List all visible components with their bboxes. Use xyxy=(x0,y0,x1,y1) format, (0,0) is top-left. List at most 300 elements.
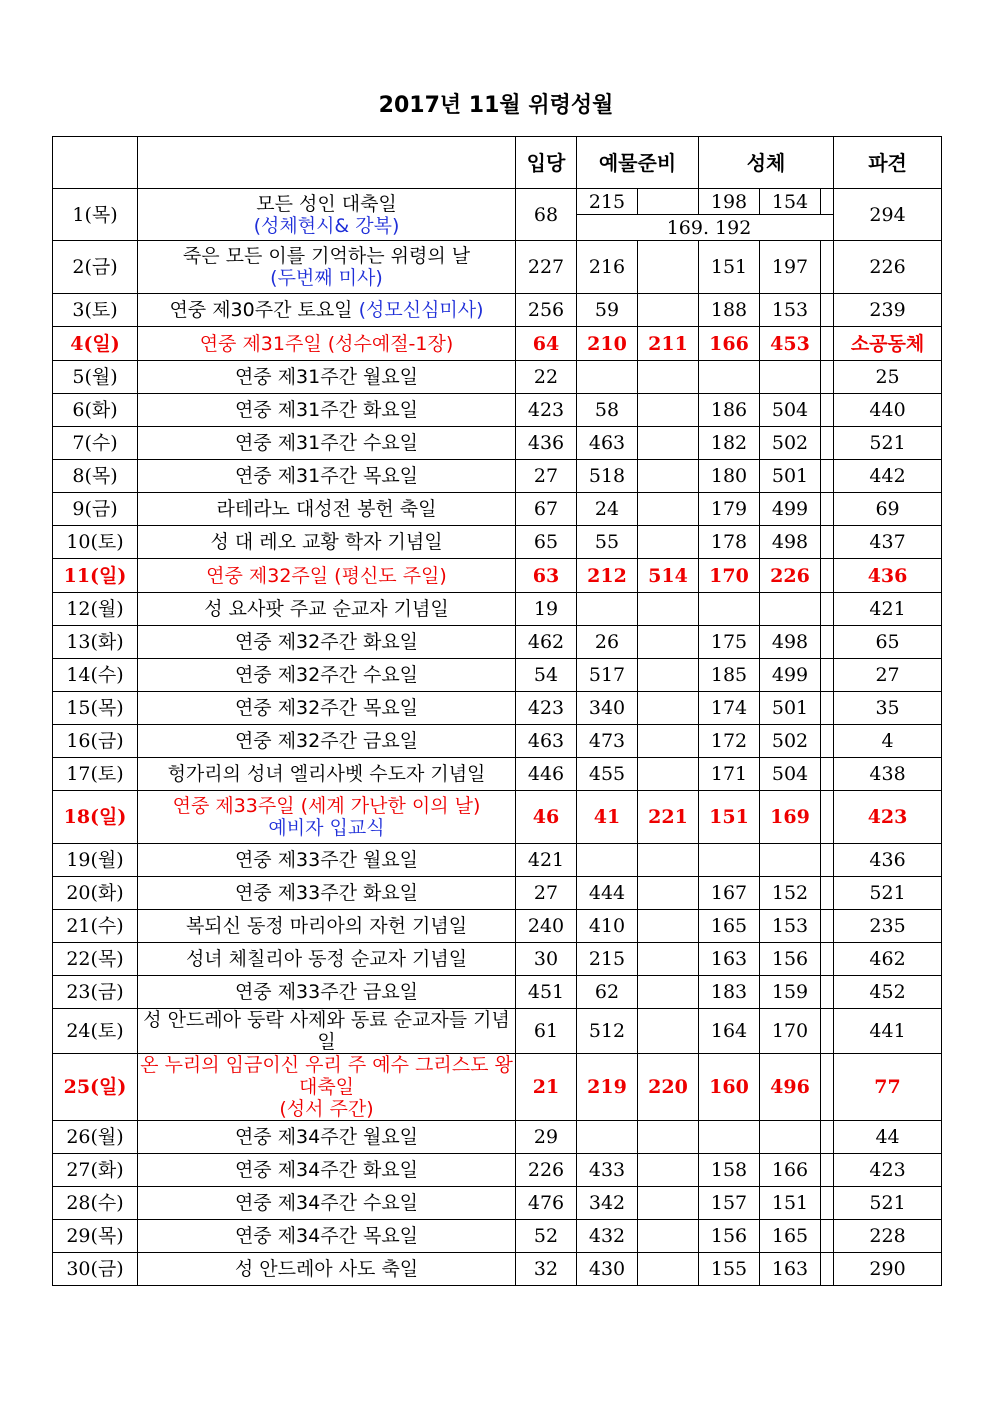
offertory-cell-2 xyxy=(638,427,699,460)
spacer-cell xyxy=(821,943,834,976)
entrance-cell: 256 xyxy=(516,294,577,327)
communion-cell: 171 xyxy=(699,758,760,791)
date-cell: 19(월) xyxy=(53,844,138,877)
communion-cell-2: 159 xyxy=(760,976,821,1009)
spacer-cell xyxy=(821,241,834,294)
communion-cell-2 xyxy=(760,1121,821,1154)
description-line: 모든 성인 대축일 xyxy=(256,192,397,215)
description-cell xyxy=(138,189,516,241)
description-cell: 연중 제34주간 수요일 xyxy=(138,1187,516,1220)
offertory-cell-2 xyxy=(638,626,699,659)
offertory-cell-2 xyxy=(638,1220,699,1253)
description-cell: 연중 제34주간 목요일 xyxy=(138,1220,516,1253)
offertory-cell xyxy=(577,361,638,394)
communion-cell-2: 153 xyxy=(760,294,821,327)
communion-cell-2: 154 xyxy=(760,189,821,215)
communion-cell-2: 151 xyxy=(760,1187,821,1220)
offertory-cell-2 xyxy=(638,1154,699,1187)
communion-cell: 183 xyxy=(699,976,760,1009)
description-cell: 라테라노 대성전 봉헌 축일 xyxy=(138,493,516,526)
spacer-cell xyxy=(821,1253,834,1286)
entrance-cell: 65 xyxy=(516,526,577,559)
offertory-cell-2 xyxy=(638,241,699,294)
spacer-cell xyxy=(821,758,834,791)
communion-cell-2: 502 xyxy=(760,427,821,460)
offertory-cell: 55 xyxy=(577,526,638,559)
table-row xyxy=(53,659,942,692)
offertory-cell-2 xyxy=(638,1187,699,1220)
date-cell: 25(일) xyxy=(53,1054,138,1121)
communion-cell-2: 197 xyxy=(760,241,821,294)
entrance-cell: 446 xyxy=(516,758,577,791)
spacer-cell xyxy=(821,1121,834,1154)
header-row xyxy=(53,137,942,189)
offertory-cell-2 xyxy=(638,910,699,943)
offertory-cell: 444 xyxy=(577,877,638,910)
header-offertory: 예물준비 xyxy=(577,137,699,189)
spacer-cell xyxy=(821,460,834,493)
communion-cell: 174 xyxy=(699,692,760,725)
description-cell: 복되신 동정 마리아의 자헌 기념일 xyxy=(138,910,516,943)
description-cell: 연중 제31주일 (성수예절-1장) xyxy=(138,327,516,361)
table-row xyxy=(53,626,942,659)
offertory-cell-2 xyxy=(638,394,699,427)
date-cell: 1(목) xyxy=(53,189,138,241)
entrance-cell: 227 xyxy=(516,241,577,294)
offertory-cell-2 xyxy=(638,725,699,758)
entrance-cell: 21 xyxy=(516,1054,577,1121)
communion-cell: 155 xyxy=(699,1253,760,1286)
communion-cell-2: 499 xyxy=(760,659,821,692)
recessional-cell: 4 xyxy=(834,725,942,758)
offertory-cell: 216 xyxy=(577,241,638,294)
communion-cell: 188 xyxy=(699,294,760,327)
communion-cell: 180 xyxy=(699,460,760,493)
offertory-cell: 210 xyxy=(577,327,638,361)
communion-cell-2: 501 xyxy=(760,692,821,725)
offertory-cell xyxy=(577,844,638,877)
table-row xyxy=(53,1187,942,1220)
spacer-cell xyxy=(821,626,834,659)
offertory-cell: 517 xyxy=(577,659,638,692)
communion-cell-2: 170 xyxy=(760,1009,821,1054)
offertory-cell-2 xyxy=(638,692,699,725)
description-note: 예비자 입교식 xyxy=(268,817,385,839)
communion-cell: 182 xyxy=(699,427,760,460)
entrance-cell: 423 xyxy=(516,394,577,427)
offertory-cell: 340 xyxy=(577,692,638,725)
communion-cell: 157 xyxy=(699,1187,760,1220)
recessional-cell: 437 xyxy=(834,526,942,559)
entrance-cell: 463 xyxy=(516,725,577,758)
recessional-cell: 69 xyxy=(834,493,942,526)
offertory-cell-2: 211 xyxy=(638,327,699,361)
spacer-cell xyxy=(821,394,834,427)
recessional-cell: 521 xyxy=(834,427,942,460)
description-note: (성체현시& 강복) xyxy=(253,214,400,237)
table-row xyxy=(53,361,942,394)
communion-cell-2: 504 xyxy=(760,758,821,791)
communion-cell: 178 xyxy=(699,526,760,559)
communion-cell: 166 xyxy=(699,327,760,361)
entrance-cell: 32 xyxy=(516,1253,577,1286)
offertory-cell: 410 xyxy=(577,910,638,943)
recessional-cell: 228 xyxy=(834,1220,942,1253)
table-row xyxy=(53,692,942,725)
date-cell: 24(토) xyxy=(53,1009,138,1054)
communion-cell: 186 xyxy=(699,394,760,427)
table-row xyxy=(53,427,942,460)
date-cell: 22(목) xyxy=(53,943,138,976)
entrance-cell: 67 xyxy=(516,493,577,526)
offertory-cell-2: 514 xyxy=(638,559,699,593)
entrance-cell: 423 xyxy=(516,692,577,725)
spacer-cell xyxy=(821,1187,834,1220)
communion-cell xyxy=(699,1121,760,1154)
offertory-cell-2 xyxy=(638,361,699,394)
page-title: 2017년 11월 위령성월 xyxy=(378,93,614,118)
recessional-cell: 442 xyxy=(834,460,942,493)
date-cell: 10(토) xyxy=(53,526,138,559)
table-row xyxy=(53,943,942,976)
date-cell: 23(금) xyxy=(53,976,138,1009)
entrance-cell: 64 xyxy=(516,327,577,361)
table-row xyxy=(53,844,942,877)
table-row xyxy=(53,241,942,294)
communion-cell-2: 165 xyxy=(760,1220,821,1253)
offertory-cell: 463 xyxy=(577,427,638,460)
offertory-cell-2 xyxy=(638,877,699,910)
spacer-cell xyxy=(821,659,834,692)
recessional-cell: 226 xyxy=(834,241,942,294)
communion-cell: 185 xyxy=(699,659,760,692)
table-row xyxy=(53,1220,942,1253)
description-cell xyxy=(138,241,516,294)
offertory-cell-2 xyxy=(638,1009,699,1054)
description-cell: 연중 제32주간 화요일 xyxy=(138,626,516,659)
communion-cell-2: 496 xyxy=(760,1054,821,1121)
spacer-cell xyxy=(821,1154,834,1187)
table-row xyxy=(53,1121,942,1154)
offertory-cell: 342 xyxy=(577,1187,638,1220)
communion-cell-2: 499 xyxy=(760,493,821,526)
recessional-cell: 423 xyxy=(834,791,942,844)
communion-cell: 151 xyxy=(699,241,760,294)
communion-cell-2: 498 xyxy=(760,626,821,659)
entrance-cell: 46 xyxy=(516,791,577,844)
offertory-cell-2 xyxy=(638,526,699,559)
offertory-cell-2 xyxy=(638,189,699,215)
communion-cell: 163 xyxy=(699,943,760,976)
header-communion: 성체 xyxy=(699,137,834,189)
communion-cell: 167 xyxy=(699,877,760,910)
description-line: 연중 제33주일 (세계 가난한 이의 날) xyxy=(172,795,481,817)
description-cell: 성 대 레오 교황 학자 기념일 xyxy=(138,526,516,559)
description-cell: 연중 제32주간 금요일 xyxy=(138,725,516,758)
offertory-cell xyxy=(577,1121,638,1154)
communion-cell-2: 169 xyxy=(760,791,821,844)
description-cell: 연중 제33주간 금요일 xyxy=(138,976,516,1009)
communion-cell-2 xyxy=(760,361,821,394)
table-row xyxy=(53,1009,942,1054)
date-cell: 30(금) xyxy=(53,1253,138,1286)
date-cell: 11(일) xyxy=(53,559,138,593)
offertory-cell: 430 xyxy=(577,1253,638,1286)
communion-cell: 170 xyxy=(699,559,760,593)
entrance-cell: 462 xyxy=(516,626,577,659)
entrance-cell: 240 xyxy=(516,910,577,943)
communion-cell-2: 502 xyxy=(760,725,821,758)
offertory-cell-2 xyxy=(638,1121,699,1154)
description-line: 연중 제30주간 토요일 xyxy=(169,299,353,321)
description-cell: 연중 제33주간 화요일 xyxy=(138,877,516,910)
date-cell: 13(화) xyxy=(53,626,138,659)
offertory-cell-2 xyxy=(638,1253,699,1286)
communion-cell-2: 453 xyxy=(760,327,821,361)
spacer-cell xyxy=(821,294,834,327)
entrance-cell: 29 xyxy=(516,1121,577,1154)
table-row xyxy=(53,189,942,215)
communion-cell xyxy=(699,593,760,626)
date-cell: 27(화) xyxy=(53,1154,138,1187)
communion-cell: 172 xyxy=(699,725,760,758)
spacer-cell xyxy=(821,1220,834,1253)
table-row xyxy=(53,1154,942,1187)
spacer-cell xyxy=(821,877,834,910)
recessional-cell: 235 xyxy=(834,910,942,943)
description-cell: 연중 제31주간 수요일 xyxy=(138,427,516,460)
sunday-row xyxy=(53,559,942,593)
offertory-cell: 215 xyxy=(577,943,638,976)
offertory-cell: 219 xyxy=(577,1054,638,1121)
spacer-cell xyxy=(821,844,834,877)
table-row xyxy=(53,877,942,910)
offertory-cell-2 xyxy=(638,943,699,976)
offertory-cell-2 xyxy=(638,593,699,626)
date-cell: 9(금) xyxy=(53,493,138,526)
spacer-cell xyxy=(821,791,834,844)
table-row xyxy=(53,394,942,427)
recessional-cell: 441 xyxy=(834,1009,942,1054)
description-cell: 연중 제33주간 월요일 xyxy=(138,844,516,877)
entrance-cell: 451 xyxy=(516,976,577,1009)
communion-cell: 151 xyxy=(699,791,760,844)
entrance-cell: 27 xyxy=(516,460,577,493)
date-cell: 4(일) xyxy=(53,327,138,361)
communion-cell-2: 153 xyxy=(760,910,821,943)
description-line: 온 누리의 임금이신 우리 주 예수 그리스도 왕 대축일 xyxy=(140,1054,513,1098)
communion-cell xyxy=(699,844,760,877)
entrance-cell: 226 xyxy=(516,1154,577,1187)
recessional-cell: 436 xyxy=(834,559,942,593)
recessional-cell: 239 xyxy=(834,294,942,327)
description-cell: 연중 제32주일 (평신도 주일) xyxy=(138,559,516,593)
date-cell: 26(월) xyxy=(53,1121,138,1154)
offertory-cell: 62 xyxy=(577,976,638,1009)
communion-cell-2: 166 xyxy=(760,1154,821,1187)
recessional-cell: 423 xyxy=(834,1154,942,1187)
spacer-cell xyxy=(821,725,834,758)
offertory-cell: 58 xyxy=(577,394,638,427)
offertory-cell xyxy=(577,593,638,626)
offertory-cell: 215 xyxy=(577,189,638,215)
offertory-cell: 212 xyxy=(577,559,638,593)
spacer-cell xyxy=(821,1009,834,1054)
communion-cell-2: 156 xyxy=(760,943,821,976)
date-cell: 15(목) xyxy=(53,692,138,725)
recessional-cell: 294 xyxy=(834,189,942,241)
table-row xyxy=(53,1253,942,1286)
recessional-cell: 25 xyxy=(834,361,942,394)
offertory-cell-2: 220 xyxy=(638,1054,699,1121)
recessional-cell: 소공동체 xyxy=(834,327,942,361)
entrance-cell: 52 xyxy=(516,1220,577,1253)
description-cell: 연중 제31주간 월요일 xyxy=(138,361,516,394)
date-cell: 14(수) xyxy=(53,659,138,692)
recessional-cell: 438 xyxy=(834,758,942,791)
header-recessional: 파견 xyxy=(834,137,942,189)
date-cell: 2(금) xyxy=(53,241,138,294)
recessional-cell: 27 xyxy=(834,659,942,692)
entrance-cell: 27 xyxy=(516,877,577,910)
offertory-cell-2: 221 xyxy=(638,791,699,844)
table-row xyxy=(53,460,942,493)
recessional-cell: 44 xyxy=(834,1121,942,1154)
description-cell: 헝가리의 성녀 엘리사벳 수도자 기념일 xyxy=(138,758,516,791)
communion-cell-2: 501 xyxy=(760,460,821,493)
date-cell: 20(화) xyxy=(53,877,138,910)
table-row xyxy=(53,593,942,626)
description-cell: 성 안드레아 사도 축일 xyxy=(138,1253,516,1286)
date-cell: 6(화) xyxy=(53,394,138,427)
date-cell: 5(월) xyxy=(53,361,138,394)
offertory-cell-2 xyxy=(638,976,699,1009)
date-cell: 29(목) xyxy=(53,1220,138,1253)
recessional-cell: 462 xyxy=(834,943,942,976)
offertory-cell: 455 xyxy=(577,758,638,791)
offertory-cell: 433 xyxy=(577,1154,638,1187)
description-cell: 성 요사팟 주교 순교자 기념일 xyxy=(138,593,516,626)
description-line: 죽은 모든 이를 기억하는 위령의 날 xyxy=(182,245,471,267)
spacer-cell xyxy=(821,593,834,626)
offertory-cell: 518 xyxy=(577,460,638,493)
date-cell: 21(수) xyxy=(53,910,138,943)
communion-cell-2: 152 xyxy=(760,877,821,910)
spacer-cell xyxy=(821,976,834,1009)
date-cell: 7(수) xyxy=(53,427,138,460)
communion-cell: 158 xyxy=(699,1154,760,1187)
offertory-cell: 24 xyxy=(577,493,638,526)
date-cell: 8(목) xyxy=(53,460,138,493)
table-row xyxy=(53,294,942,327)
recessional-cell: 77 xyxy=(834,1054,942,1121)
communion-cell-2: 504 xyxy=(760,394,821,427)
date-cell: 28(수) xyxy=(53,1187,138,1220)
description-cell: 성 안드레아 둥락 사제와 동료 순교자들 기념일 xyxy=(138,1009,516,1054)
table-row xyxy=(53,910,942,943)
communion-cell xyxy=(699,361,760,394)
spacer-cell xyxy=(821,493,834,526)
entrance-cell: 421 xyxy=(516,844,577,877)
spacer-cell xyxy=(821,559,834,593)
entrance-cell: 61 xyxy=(516,1009,577,1054)
recessional-cell: 521 xyxy=(834,877,942,910)
entrance-cell: 63 xyxy=(516,559,577,593)
description-cell: 연중 제34주간 월요일 xyxy=(138,1121,516,1154)
spacer-cell xyxy=(821,427,834,460)
header-description xyxy=(138,137,516,189)
offertory-cell-2 xyxy=(638,844,699,877)
offertory-cell: 512 xyxy=(577,1009,638,1054)
communion-cell: 156 xyxy=(699,1220,760,1253)
description-note: (두번째 미사) xyxy=(270,267,383,289)
offertory-cell-2 xyxy=(638,659,699,692)
date-cell: 16(금) xyxy=(53,725,138,758)
offertory-cell-2 xyxy=(638,493,699,526)
entrance-cell: 476 xyxy=(516,1187,577,1220)
communion-extra-cell: 169. 192 xyxy=(577,215,834,241)
communion-cell-2 xyxy=(760,593,821,626)
offertory-cell-2 xyxy=(638,294,699,327)
recessional-cell: 65 xyxy=(834,626,942,659)
description-cell: 연중 제32주간 수요일 xyxy=(138,659,516,692)
recessional-cell: 452 xyxy=(834,976,942,1009)
spacer-cell xyxy=(821,692,834,725)
sunday-row xyxy=(53,1054,942,1121)
date-cell: 3(토) xyxy=(53,294,138,327)
description-note: (성모신심미사) xyxy=(358,299,484,321)
communion-cell-2: 226 xyxy=(760,559,821,593)
recessional-cell: 35 xyxy=(834,692,942,725)
description-cell xyxy=(138,791,516,844)
description-cell: 성녀 체칠리아 동정 순교자 기념일 xyxy=(138,943,516,976)
schedule-table xyxy=(52,136,942,1286)
entrance-cell: 22 xyxy=(516,361,577,394)
header-date xyxy=(53,137,138,189)
entrance-cell: 436 xyxy=(516,427,577,460)
communion-cell: 179 xyxy=(699,493,760,526)
description-cell: 연중 제31주간 화요일 xyxy=(138,394,516,427)
communion-cell-2: 498 xyxy=(760,526,821,559)
date-cell: 18(일) xyxy=(53,791,138,844)
offertory-cell: 473 xyxy=(577,725,638,758)
description-cell: 연중 제32주간 목요일 xyxy=(138,692,516,725)
offertory-cell: 432 xyxy=(577,1220,638,1253)
recessional-cell: 290 xyxy=(834,1253,942,1286)
recessional-cell: 521 xyxy=(834,1187,942,1220)
recessional-cell: 436 xyxy=(834,844,942,877)
recessional-cell: 421 xyxy=(834,593,942,626)
communion-cell: 198 xyxy=(699,189,760,215)
table-row xyxy=(53,758,942,791)
description-cell xyxy=(138,294,516,327)
description-cell: 연중 제34주간 화요일 xyxy=(138,1154,516,1187)
communion-cell-2: 163 xyxy=(760,1253,821,1286)
offertory-cell-2 xyxy=(638,460,699,493)
entrance-cell: 30 xyxy=(516,943,577,976)
spacer-cell xyxy=(821,1054,834,1121)
sunday-row xyxy=(53,327,942,361)
date-cell: 17(토) xyxy=(53,758,138,791)
communion-cell: 164 xyxy=(699,1009,760,1054)
sunday-row xyxy=(53,791,942,844)
spacer-cell xyxy=(821,189,834,215)
communion-cell-2 xyxy=(760,844,821,877)
spacer-cell xyxy=(821,526,834,559)
spacer-cell xyxy=(821,910,834,943)
table-row xyxy=(53,526,942,559)
offertory-cell: 59 xyxy=(577,294,638,327)
